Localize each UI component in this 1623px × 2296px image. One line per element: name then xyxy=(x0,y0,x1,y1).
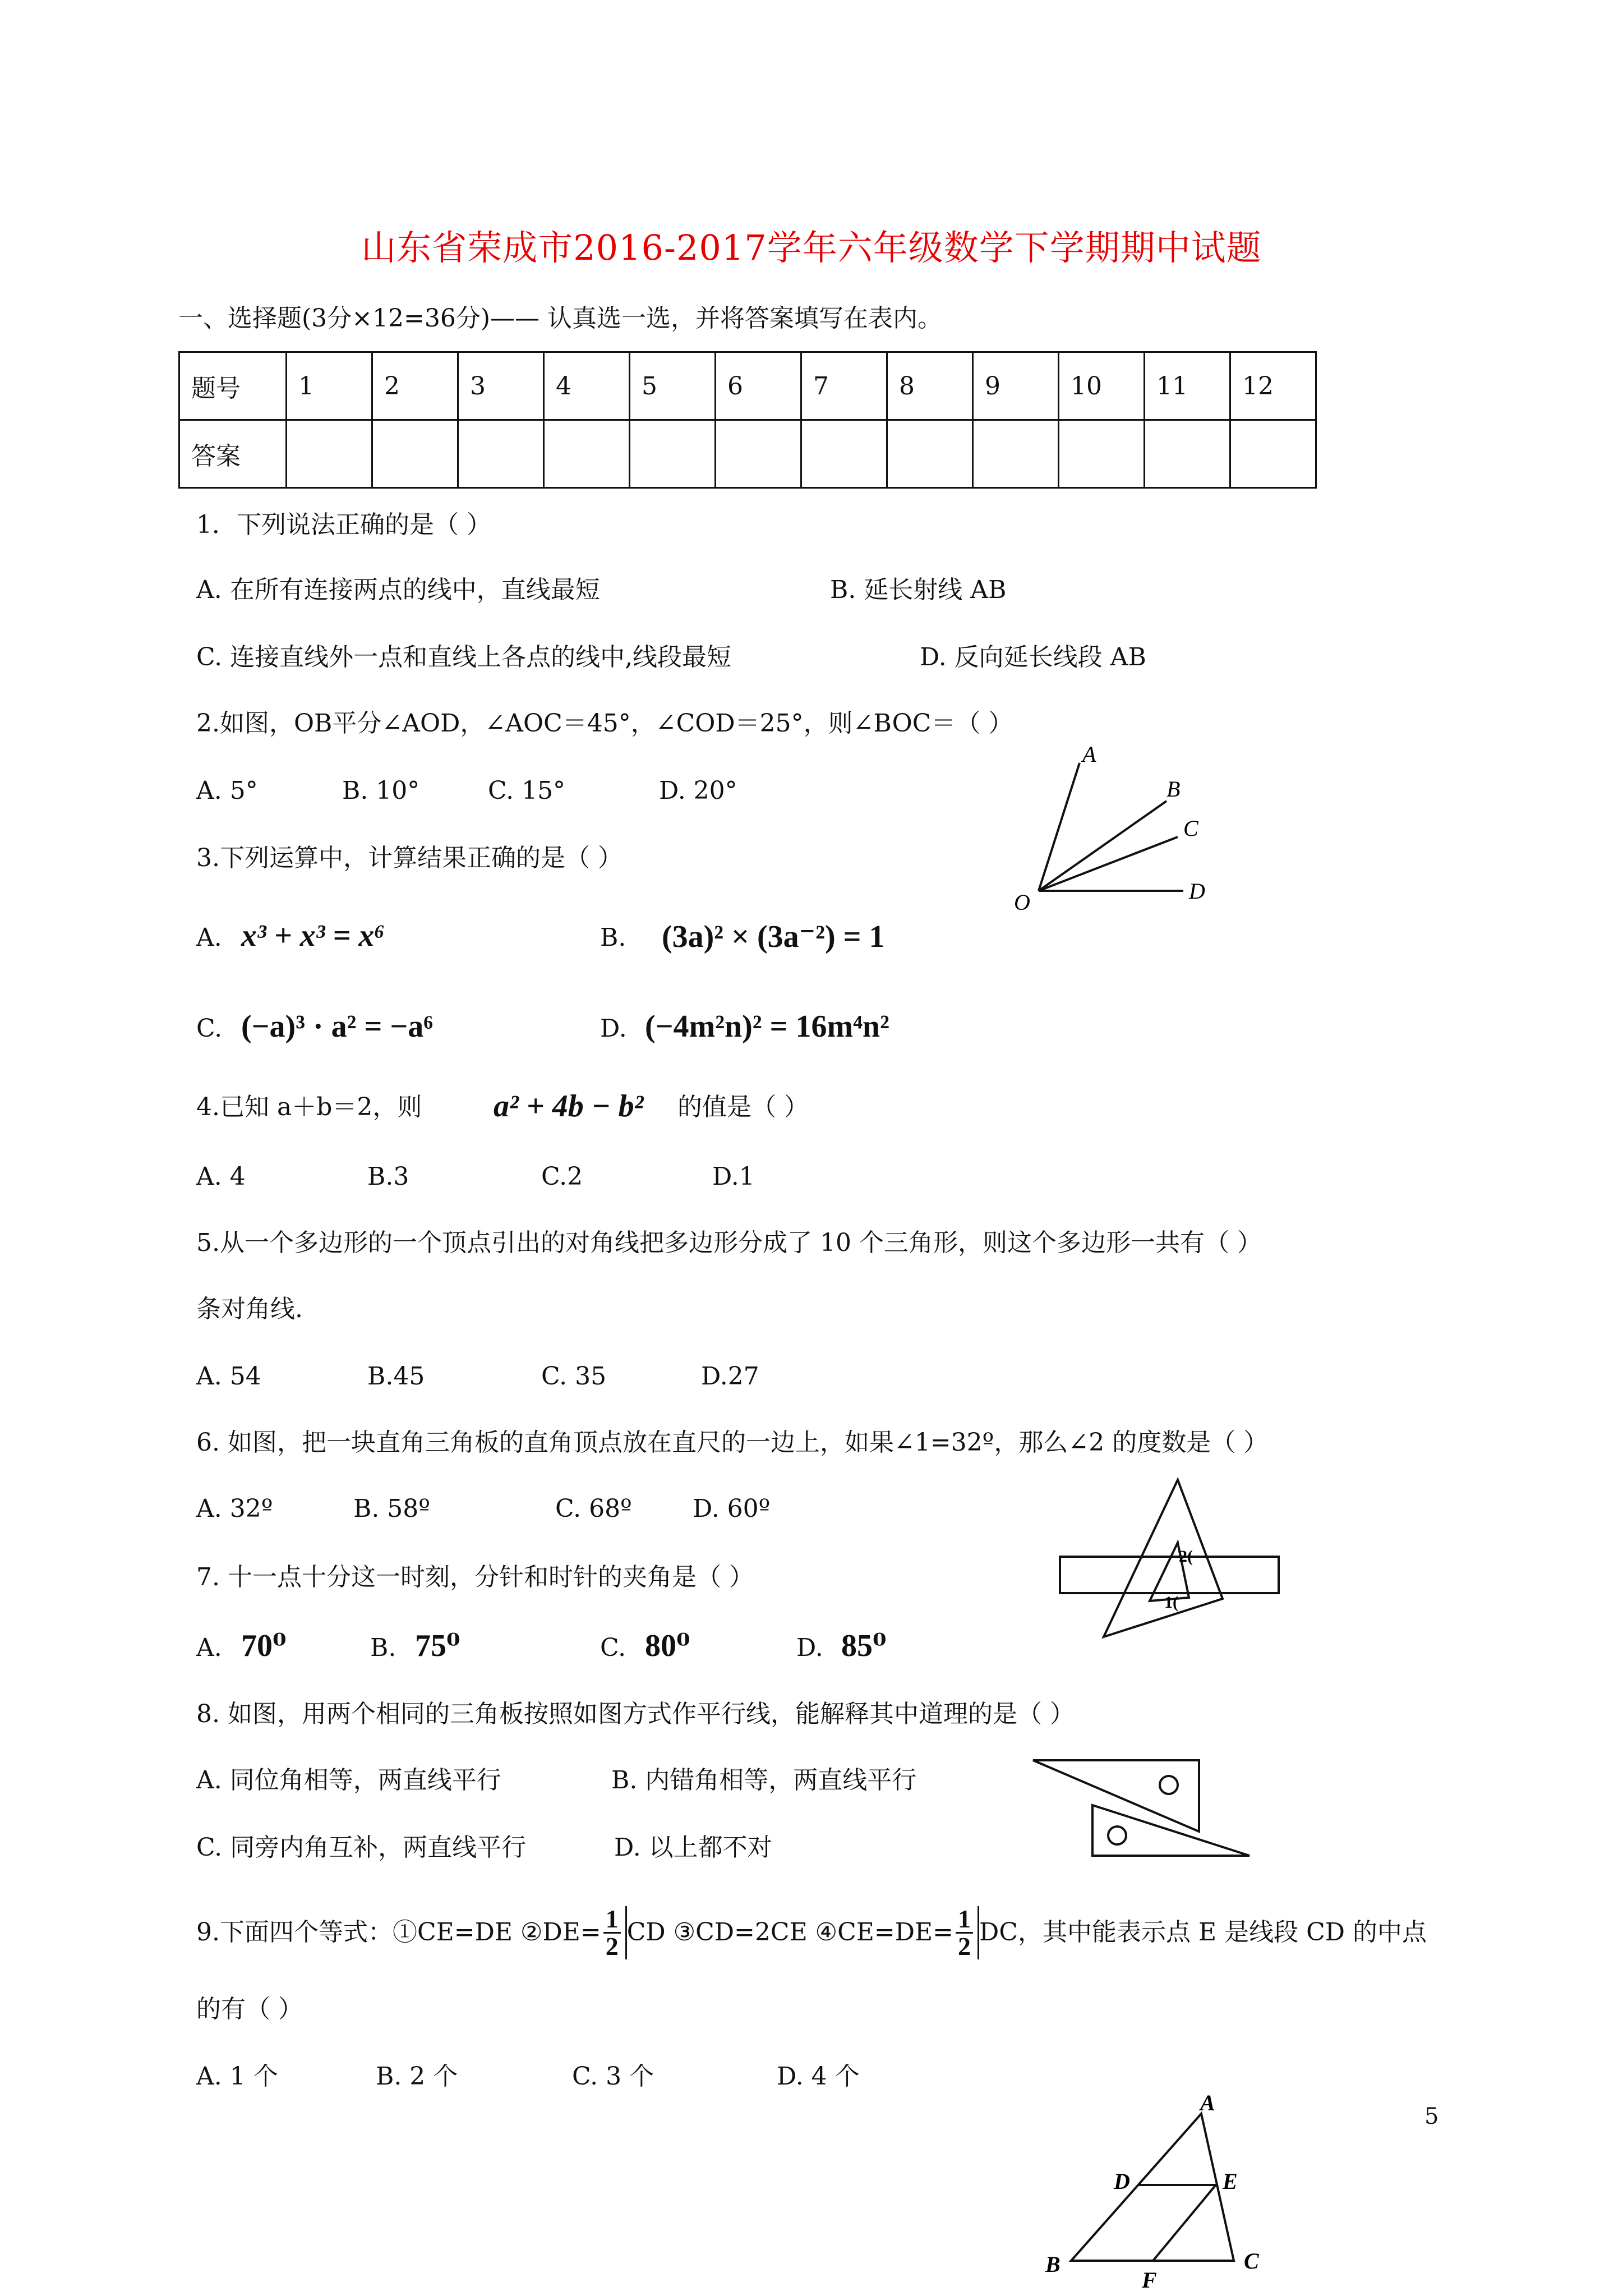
q3-option-a-label: A. xyxy=(196,923,222,952)
q1-option-b: B. 延长射线 AB xyxy=(830,576,1007,604)
page-title: 山东省荣成市2016-2017学年六年级数学下学期期中试题 xyxy=(361,227,1262,268)
q3-option-d-label: D. xyxy=(600,1014,627,1043)
question-number-cell: 4 xyxy=(544,352,630,420)
q7-stem: 7. 十一点十分这一时刻，分针和时针的夹角是（ ） xyxy=(196,1563,754,1591)
fraction-numerator: 1 xyxy=(956,1906,973,1934)
fig-label-d: D xyxy=(1114,2169,1130,2194)
question-number-cell: 10 xyxy=(1059,352,1145,420)
q8-option-c: C. 同旁内角互补，两直线平行 xyxy=(196,1833,527,1862)
table-header-cell: 答案 xyxy=(179,420,287,488)
question-number-cell: 12 xyxy=(1230,352,1316,420)
q7-option-b-value: 75⁰ xyxy=(415,1628,460,1663)
answer-cell[interactable] xyxy=(630,420,716,488)
fig-label-b: B xyxy=(1166,776,1181,802)
fig-label-f: F xyxy=(1142,2267,1157,2293)
q6-stem: 6. 如图，把一块直角三角板的直角顶点放在直尺的一边上，如果∠1=32º，那么∠2 的度数是（ ） xyxy=(196,1428,1269,1457)
answer-table xyxy=(178,351,1317,489)
q5-option-d: D.27 xyxy=(701,1362,759,1391)
fraction-numerator: 1 xyxy=(603,1906,621,1934)
answer-cell[interactable] xyxy=(1059,420,1145,488)
q3-stem: 3.下列运算中，计算结果正确的是（ ） xyxy=(196,844,623,872)
q6-option-c: C. 68º xyxy=(555,1494,632,1523)
q4-stem-expr: a² + 4b − b² xyxy=(494,1089,644,1124)
q4-option-c: C.2 xyxy=(541,1162,583,1191)
q7-option-d-value: 85⁰ xyxy=(841,1628,887,1663)
q1-option-a: A. 在所有连接两点的线中，直线最短 xyxy=(196,576,600,604)
question-number-cell: 3 xyxy=(458,352,544,420)
q4-stem-post: 的值是（ ） xyxy=(677,1093,809,1121)
q9-option-b: B. 2 个 xyxy=(376,2062,458,2091)
q9-stem-line2: 的有（ ） xyxy=(196,1995,303,2023)
q9-option-d: D. 4 个 xyxy=(777,2062,860,2091)
answer-cell[interactable] xyxy=(1145,420,1230,488)
fig-label-a: A xyxy=(1082,742,1096,767)
q3-option-a-expr: x³ + x³ = x⁶ xyxy=(241,918,385,953)
q7-option-a-label: A. xyxy=(196,1634,222,1662)
q1-option-d: D. 反向延长线段 AB xyxy=(920,643,1146,671)
fig-angle-2-label: 2( xyxy=(1179,1547,1193,1566)
q7-option-b-label: B. xyxy=(370,1634,396,1662)
q7-option-c-label: C. xyxy=(600,1634,626,1662)
q4-stem-pre: 4.已知 a＋b＝2，则 xyxy=(196,1093,422,1121)
q9-stem-part2: CD ③CD=2CE ④CE=DE= xyxy=(626,1918,954,1947)
q7-option-c-value: 80⁰ xyxy=(645,1628,690,1663)
fig-label-a: A xyxy=(1200,2090,1215,2115)
fig-label-c: C xyxy=(1244,2248,1259,2274)
fig-label-d: D xyxy=(1189,878,1205,904)
q9-stem xyxy=(196,1902,1427,1963)
fraction-denominator: 2 xyxy=(605,1931,619,1961)
question-number-cell: 5 xyxy=(630,352,716,420)
answer-cell[interactable] xyxy=(801,420,887,488)
q2-option-d: D. 20° xyxy=(659,776,737,805)
q8-option-b: B. 内错角相等，两直线平行 xyxy=(611,1766,917,1795)
set-squares-figure xyxy=(1032,1756,1267,1868)
question-number-cell: 9 xyxy=(973,352,1059,420)
triangle-parallel-figure xyxy=(1038,2090,1279,2294)
q8-stem: 8. 如图，用两个相同的三角板按照如图方式作平行线，能解释其中道理的是（ ） xyxy=(196,1700,1075,1728)
table-row xyxy=(179,420,1316,488)
q9-option-c: C. 3 个 xyxy=(572,2062,654,2091)
question-number-cell: 6 xyxy=(716,352,801,420)
answer-cell[interactable] xyxy=(887,420,973,488)
answer-cell[interactable] xyxy=(544,420,630,488)
q5-stem-line2: 条对角线. xyxy=(196,1295,303,1323)
fig-label-b: B xyxy=(1045,2252,1061,2277)
angle-figure xyxy=(998,740,1234,920)
ruler-triangle-figure xyxy=(1054,1470,1290,1649)
q6-option-a: A. 32º xyxy=(196,1494,273,1523)
answer-cell[interactable] xyxy=(973,420,1059,488)
answer-cell[interactable] xyxy=(287,420,372,488)
q5-option-a: A. 54 xyxy=(196,1362,261,1391)
fig-label-e: E xyxy=(1223,2169,1238,2194)
fig-label-o: O xyxy=(1014,890,1030,915)
question-number-cell: 11 xyxy=(1145,352,1230,420)
q3-option-b-label: B. xyxy=(600,923,626,952)
fig-label-c: C xyxy=(1183,816,1198,841)
q3-option-d-expr: (−4m²n)² = 16m⁴n² xyxy=(645,1009,889,1044)
fig-angle-1-label: 1( xyxy=(1164,1593,1178,1612)
q9-fraction-2 xyxy=(953,1906,979,1959)
q8-option-d: D. 以上都不对 xyxy=(614,1833,772,1862)
q8-option-a: A. 同位角相等，两直线平行 xyxy=(196,1766,501,1795)
q9-stem-part3: DC，其中能表示点 E 是线段 CD 的中点 xyxy=(979,1918,1427,1947)
answer-cell[interactable] xyxy=(716,420,801,488)
q6-option-b: B. 58º xyxy=(353,1494,430,1523)
table-header-cell: 题号 xyxy=(179,352,287,420)
q2-option-c: C. 15° xyxy=(488,776,566,805)
question-number-cell: 7 xyxy=(801,352,887,420)
q2-option-a: A. 5° xyxy=(196,776,258,805)
q1-stem: 1．下列说法正确的是（ ） xyxy=(196,510,491,539)
question-number-cell: 8 xyxy=(887,352,973,420)
q9-stem-part1: 9.下面四个等式：①CE=DE ②DE= xyxy=(196,1918,601,1947)
section-heading: 一、选择题(3分×12=36分)—— 认真选一选，并将答案填写在表内。 xyxy=(178,304,943,333)
question-number-cell: 1 xyxy=(287,352,372,420)
q3-option-c-expr: (−a)³ · a² = −a⁶ xyxy=(241,1009,434,1044)
q4-option-a: A. 4 xyxy=(196,1162,246,1191)
q9-option-a: A. 1 个 xyxy=(196,2062,278,2091)
q9-fraction-1 xyxy=(601,1906,627,1959)
q5-option-c: C. 35 xyxy=(541,1362,607,1391)
fraction-denominator: 2 xyxy=(958,1931,971,1961)
q2-stem: 2.如图，OB平分∠AOD，∠AOC＝45°，∠COD＝25°，则∠BOC＝（ ） xyxy=(196,709,1013,738)
q3-option-b-expr: (3a)² × (3a⁻²) = 1 xyxy=(662,919,885,954)
answer-cell[interactable] xyxy=(1230,420,1316,488)
table-row xyxy=(179,352,1316,420)
answer-cell[interactable] xyxy=(372,420,458,488)
q5-option-b: B.45 xyxy=(367,1362,425,1391)
q4-option-b: B.3 xyxy=(367,1162,409,1191)
q2-option-b: B. 10° xyxy=(342,776,420,805)
answer-cell[interactable] xyxy=(458,420,544,488)
q5-stem-line1: 5.从一个多边形的一个顶点引出的对角线把多边形分成了 10 个三角形，则这个多边形一共有（ ） xyxy=(196,1228,1262,1257)
q1-option-c: C. 连接直线外一点和直线上各点的线中,线段最短 xyxy=(196,643,732,671)
q7-option-a-value: 70⁰ xyxy=(241,1628,287,1663)
page-number: 5 xyxy=(1424,2104,1439,2129)
q4-option-d: D.1 xyxy=(712,1162,755,1191)
question-number-cell: 2 xyxy=(372,352,458,420)
q3-option-c-label: C. xyxy=(196,1014,223,1043)
q7-option-d-label: D. xyxy=(796,1634,823,1662)
q6-option-d: D. 60º xyxy=(693,1494,771,1523)
